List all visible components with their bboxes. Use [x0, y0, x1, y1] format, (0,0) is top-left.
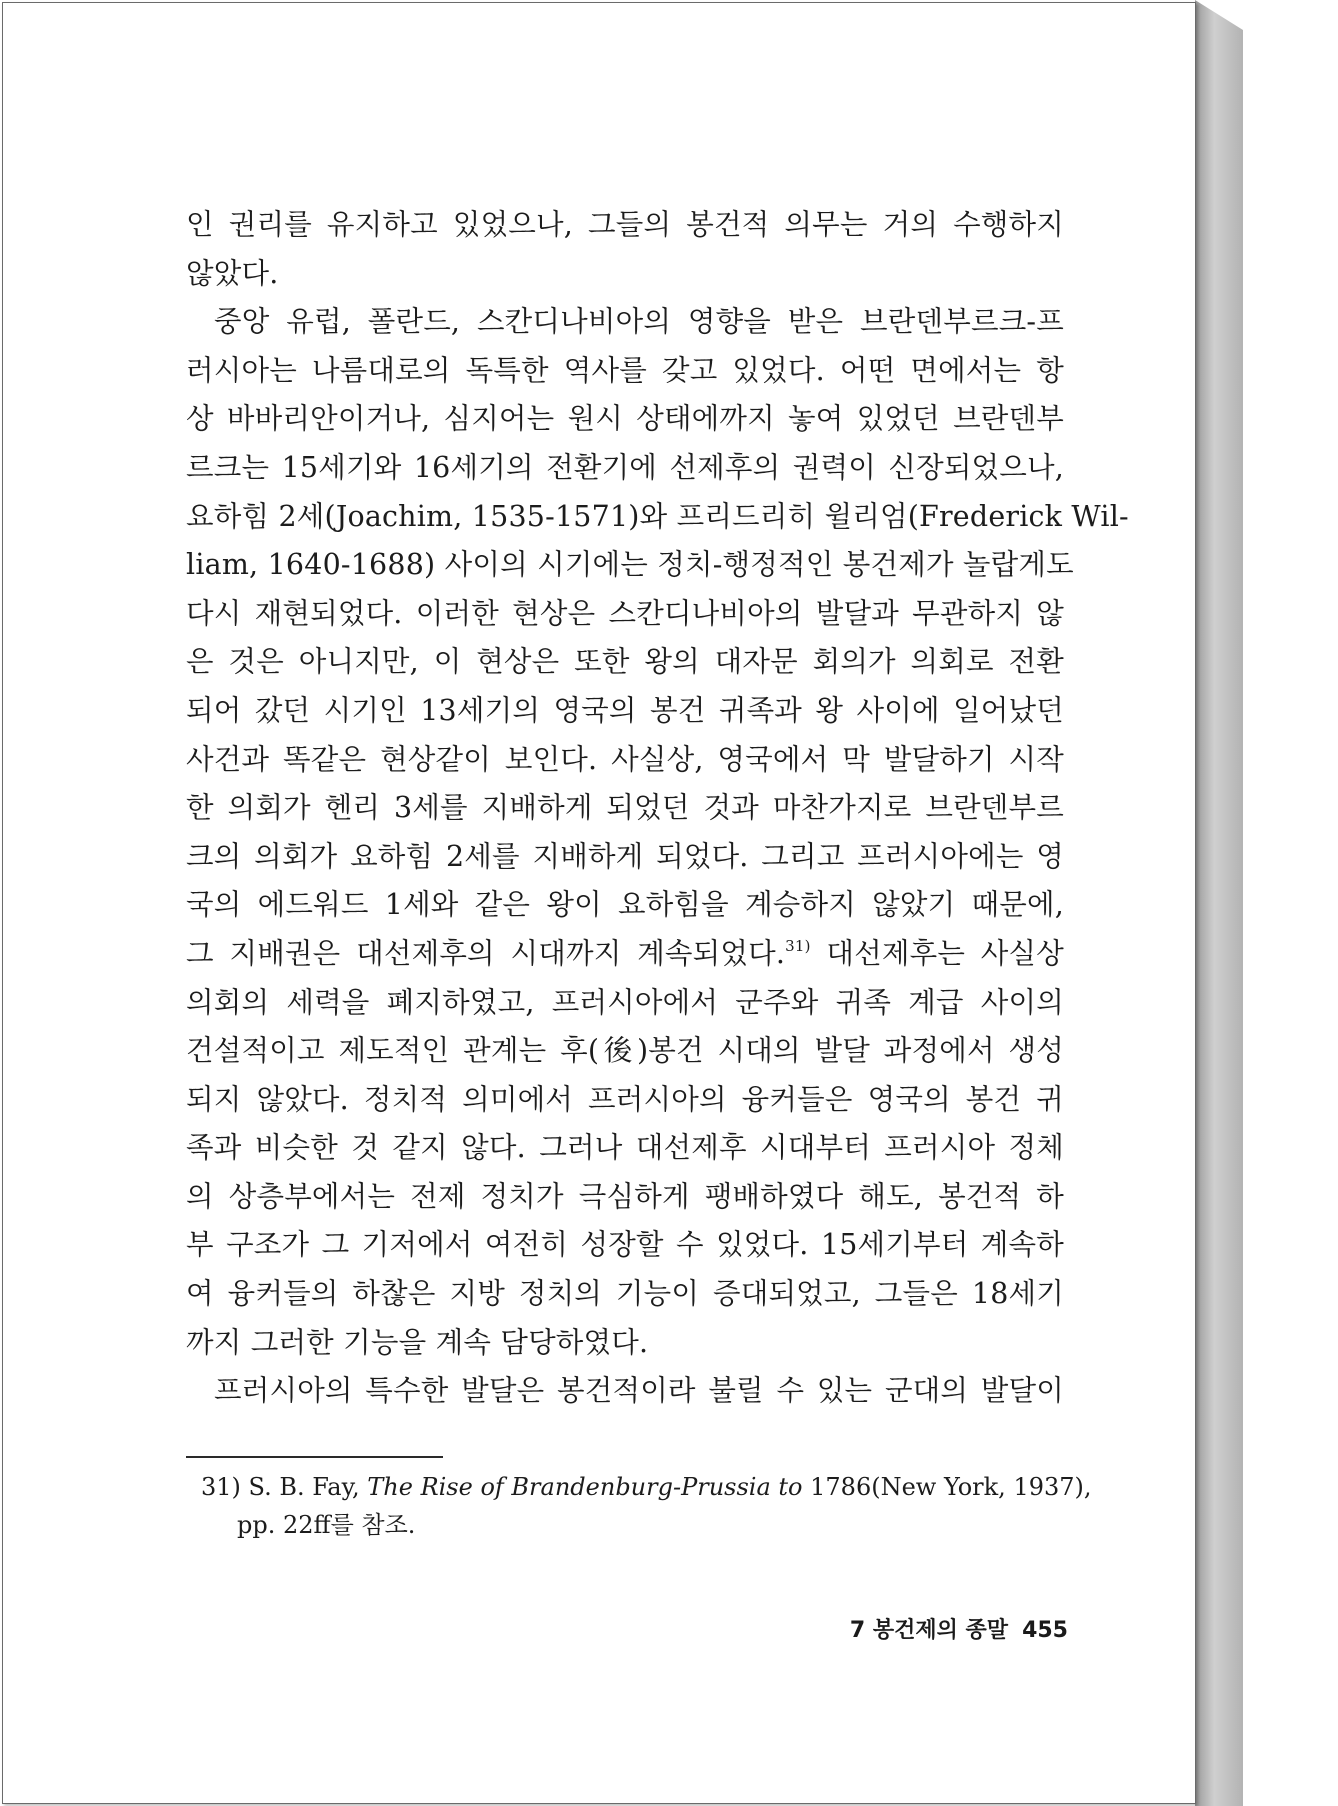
footnote-author: S. B. Fay, [248, 1473, 360, 1501]
text-line: 은 것은 아니지만, 이 현상은 또한 왕의 대자문 회의가 의회로 전환 [186, 645, 1064, 679]
text-line: 건설적이고 제도적인 관계는 후(後)봉건 시대의 발달 과정에서 생성 [186, 1034, 1064, 1068]
text-line: 요하힘 2세(Joachim, 1535-1571)와 프리드리히 윌리엄(Frederick Wil- [186, 499, 1129, 533]
text-line: 상 바바리안이거나, 심지어는 원시 상태에까지 놓여 있었던 브란덴부 [186, 402, 1064, 436]
footnote-publication: 1786(New York, 1937), [810, 1473, 1092, 1501]
running-footer [823, 1613, 1068, 1644]
text-line: 여 융커들의 하찮은 지방 정치의 기능이 증대되었고, 그들은 18세기 [186, 1277, 1064, 1311]
text-line: liam, 1640-1688) 사이의 시기에는 정치-행정적인 봉건제가 놀랍게도 [186, 548, 1074, 582]
footnote-marker: 31) [201, 1473, 241, 1501]
text-line: 사건과 똑같은 현상같이 보인다. 사실상, 영국에서 막 발달하기 시작 [186, 742, 1064, 776]
text-line: 한 의회가 헨리 3세를 지배하게 되었던 것과 마찬가지로 브란덴부르 [186, 791, 1064, 825]
footnote-line: pp. 22ff를 참조. [237, 1511, 416, 1539]
page-number: 455 [1022, 1618, 1068, 1643]
book-page [2, 2, 1196, 1804]
text-line: 부 구조가 그 기저에서 여전히 성장할 수 있었다. 15세기부터 계속하 [186, 1228, 1064, 1262]
footnote-divider [186, 1456, 443, 1458]
paragraph-start-line: 중앙 유럽, 폴란드, 스칸디나비아의 영향을 받은 브란덴부르크-프 [214, 305, 1064, 339]
text-line: 족과 비슷한 것 같지 않다. 그러나 대선제후 시대부터 프러시아 정체 [186, 1131, 1064, 1165]
text-line: 국의 에드워드 1세와 같은 왕이 요하힘을 계승하지 않았기 때문에, [186, 888, 1064, 922]
text-segment: 그 지배권은 대선제후의 시대까지 계속되었다. [186, 936, 786, 970]
paragraph-start-line: 프러시아의 특수한 발달은 봉건적이라 불릴 수 있는 군대의 발달이 [214, 1374, 1064, 1408]
text-line-with-footnote-ref [186, 930, 1064, 979]
text-line: 의회의 세력을 폐지하였고, 프러시아에서 군주와 귀족 계급 사이의 [186, 985, 1064, 1019]
text-line: 않았다. [186, 256, 279, 290]
text-line: 르크는 15세기와 16세기의 전환기에 선제후의 권력이 신장되었으나, [186, 450, 1064, 484]
text-line: 크의 의회가 요하힘 2세를 지배하게 되었다. 그리고 프러시아에는 영 [186, 839, 1064, 873]
chapter-title: 7 봉건제의 종말 [849, 1618, 1009, 1643]
text-line: 되어 갔던 시기인 13세기의 영국의 봉건 귀족과 왕 사이에 일어났던 [186, 693, 1064, 727]
text-line: 까지 그러한 기능을 계속 담당하였다. [186, 1325, 649, 1359]
text-line: 러시아는 나름대로의 독특한 역사를 갖고 있었다. 어떤 면에서는 항 [186, 353, 1064, 387]
text-line: 다시 재현되었다. 이러한 현상은 스칸디나비아의 발달과 무관하지 않 [186, 596, 1064, 630]
body-text [186, 201, 1129, 1416]
footnote [201, 1468, 1092, 1544]
footnote-line [201, 1468, 1092, 1506]
text-line: 되지 않았다. 정치적 의미에서 프러시아의 융커들은 영국의 봉건 귀 [186, 1082, 1064, 1116]
footnote-book-title: The Rise of Brandenburg-Prussia to [367, 1473, 803, 1501]
text-line: 의 상층부에서는 전제 정치가 극심하게 팽배하였다 해도, 봉건적 하 [186, 1179, 1064, 1213]
text-segment: 대선제후는 사실상 [810, 936, 1065, 970]
book-page-edge [1195, 0, 1243, 1806]
text-line: 인 권리를 유지하고 있었으나, 그들의 봉건적 의무는 거의 수행하지 [186, 208, 1064, 241]
footnote-reference: 31) [785, 936, 811, 955]
